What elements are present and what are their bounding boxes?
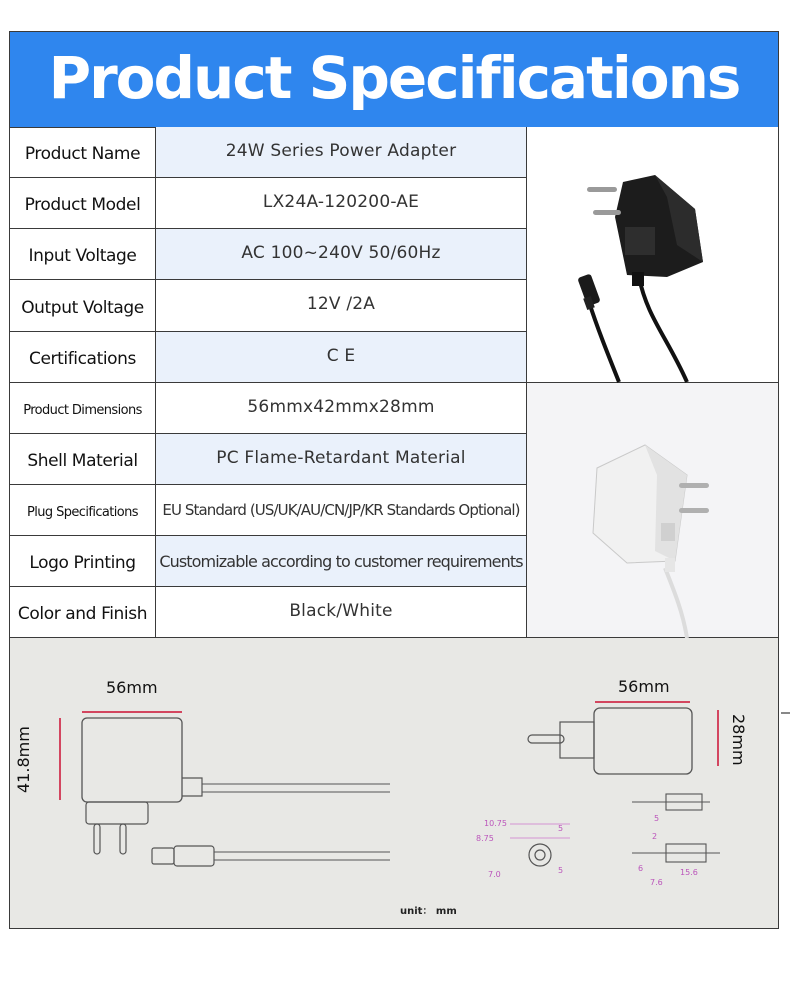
side-width-label: 56mm	[618, 677, 670, 696]
label-product-name: Product Name	[10, 127, 156, 178]
detail-label-i: 15.6	[680, 868, 698, 877]
detail-label-f: 5	[654, 814, 660, 823]
value-output-voltage: 12V /2A	[156, 280, 527, 332]
front-width-label: 56mm	[106, 678, 158, 697]
label-input-voltage: Input Voltage	[10, 229, 156, 280]
value-logo-printing: Customizable according to customer requirements	[156, 536, 527, 587]
value-product-model: LX24A-120200-AE	[156, 178, 527, 229]
title-banner	[10, 32, 778, 128]
detail-label-b: 8.75	[476, 834, 494, 843]
label-shell-material: Shell Material	[10, 434, 156, 485]
label-plug-specifications: Plug Specifications	[10, 485, 156, 536]
label-certifications: Certifications	[10, 332, 156, 383]
detail-label-g: 2	[652, 832, 658, 841]
value-certifications: C E	[156, 332, 527, 383]
side-depth-label: 28mm	[729, 714, 748, 766]
page-title: Product Specifications	[48, 44, 740, 112]
detail-label-a: 10.75	[484, 819, 507, 828]
label-logo-printing: Logo Printing	[10, 536, 156, 587]
label-color-finish: Color and Finish	[10, 587, 156, 638]
detail-label-h: 6	[638, 864, 644, 873]
value-product-name: 24W Series Power Adapter	[156, 127, 527, 178]
dimension-drawing	[10, 638, 778, 928]
label-output-voltage: Output Voltage	[10, 280, 156, 332]
value-color-finish: Black/White	[156, 587, 527, 638]
detail-label-c: 5	[558, 824, 564, 833]
white-adapter-image	[527, 383, 778, 638]
value-input-voltage: AC 100~240V 50/60Hz	[156, 229, 527, 280]
value-plug-specifications: EU Standard (US/UK/AU/CN/JP/KR Standards Optional)	[156, 485, 527, 536]
detail-label-d: 5	[558, 866, 564, 875]
label-product-model: Product Model	[10, 178, 156, 229]
label-product-dimensions: Product Dimensions	[10, 383, 156, 434]
black-adapter-image	[527, 127, 778, 383]
detail-label-j: 7.6	[650, 878, 663, 887]
edge-divider	[781, 712, 790, 714]
detail-label-e: 7.0	[488, 870, 501, 879]
value-shell-material: PC Flame-Retardant Material	[156, 434, 527, 485]
spec-sheet	[9, 31, 779, 929]
front-height-label: 41.8mm	[14, 726, 33, 793]
value-product-dimensions: 56mmx42mmx28mm	[156, 383, 527, 434]
unit-note: unit： mm	[400, 906, 457, 917]
